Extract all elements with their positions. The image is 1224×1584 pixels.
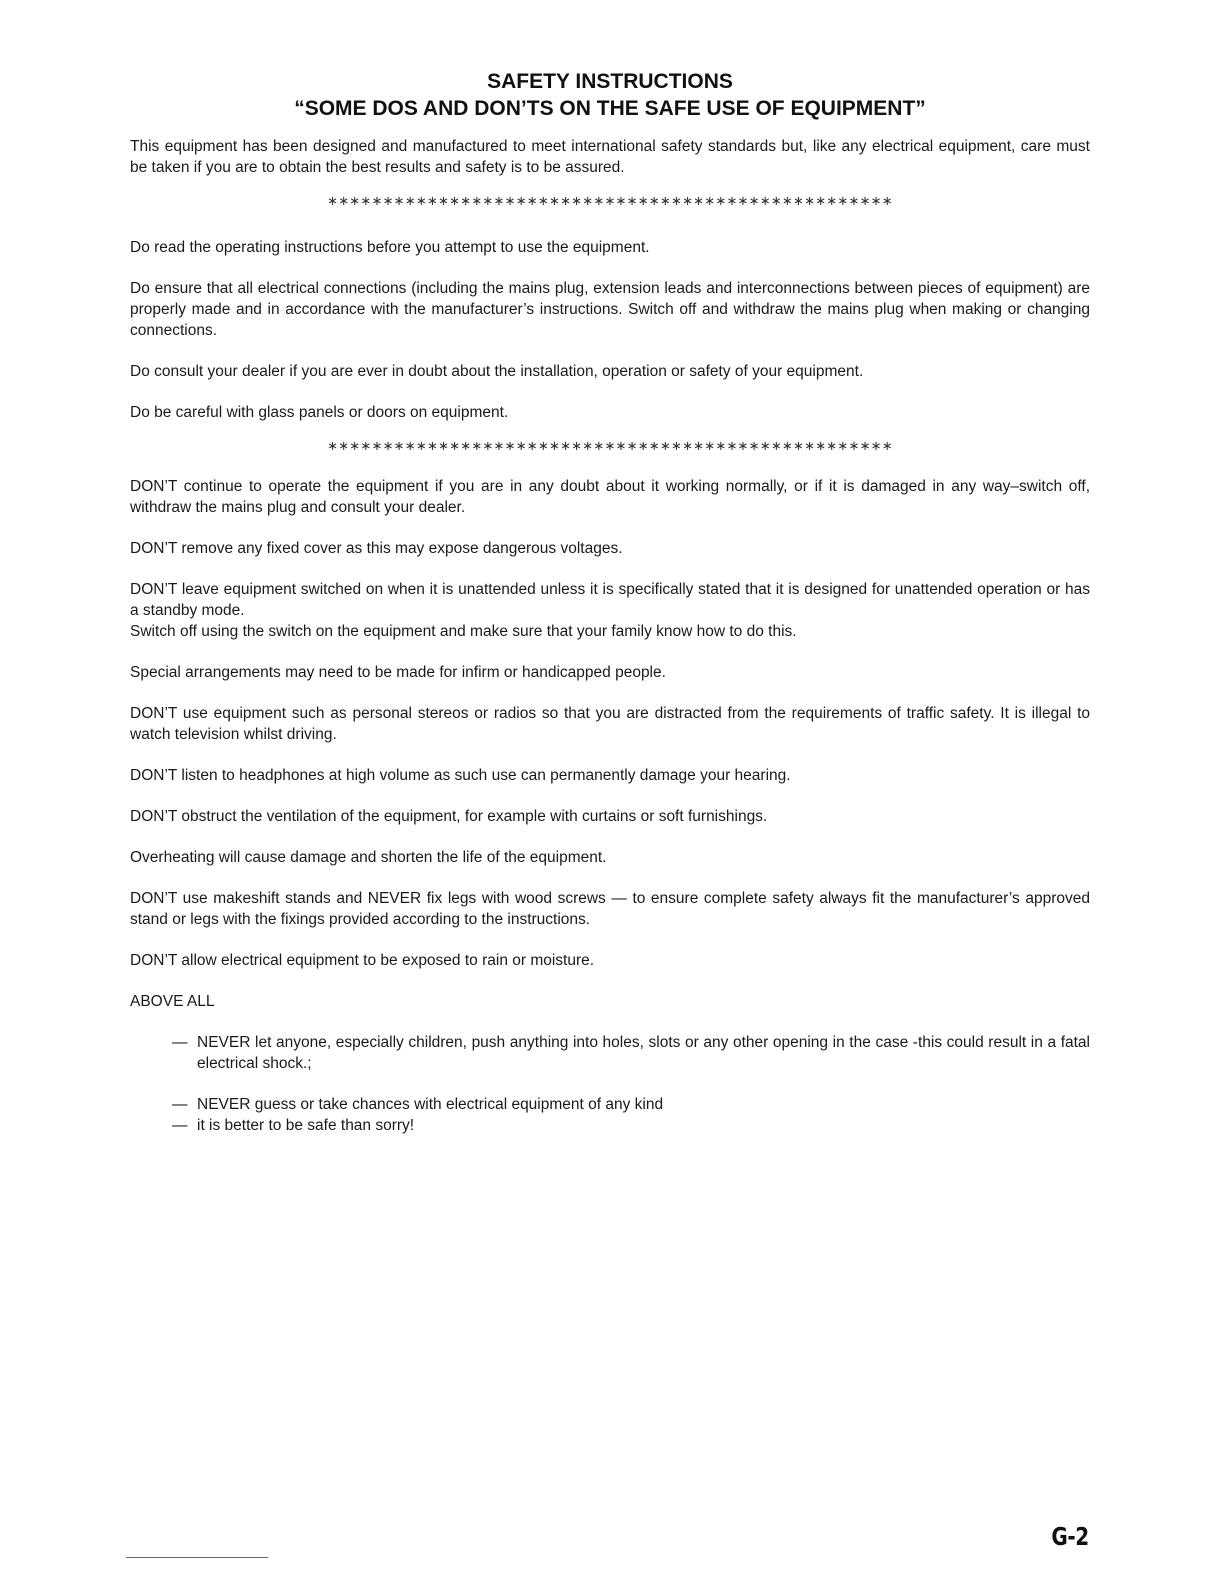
list-item (172, 1094, 1090, 1115)
footer-rule (126, 1557, 268, 1558)
dont-paragraph: DON’T listen to headphones at high volume as such use can permanently damage your hearing. (130, 767, 791, 784)
intro-paragraph: This equipment has been designed and manufactured to meet international safety standards but, like any electrical equipment, care must be taken if you are to obtain the best results and safety is to be assured. (130, 138, 1090, 176)
dont-paragraph (130, 579, 1090, 642)
list-item (172, 1115, 1090, 1136)
special-arrangements-paragraph: Special arrangements may need to be made for infirm or handicapped people. (130, 664, 666, 681)
dont-paragraph: DON’T use makeshift stands and NEVER fix legs with wood screws — to ensure complete safety always fit the manufacturer’s approved stand or legs with the fixings provided according to the instructions. (130, 890, 1090, 928)
dash-marker: — (172, 1034, 188, 1051)
list-item (172, 1032, 1090, 1074)
dont-paragraph: DON’T continue to operate the equipment if you are in any doubt about it working normally, or if it is damaged in any way–switch off, withdraw the mains plug and consult your dealer. (130, 478, 1090, 516)
asterisk-separator: ∗∗∗∗∗∗∗∗∗∗∗∗∗∗∗∗∗∗∗∗∗∗∗∗∗∗∗∗∗∗∗∗∗∗∗∗∗∗∗∗∗∗∗∗∗∗∗∗∗∗∗ (327, 193, 893, 208)
dont-paragraph: DON’T use equipment such as personal stereos or radios so that you are distracted from the requirements of traffic safety. It is illegal to watch television whilst driving. (130, 705, 1090, 743)
dont-paragraph: DON’T remove any fixed cover as this may expose dangerous voltages. (130, 540, 623, 557)
above-all-heading: ABOVE ALL (130, 993, 215, 1010)
dont-paragraph: DON’T allow electrical equipment to be exposed to rain or moisture. (130, 952, 595, 969)
do-paragraph: Do ensure that all electrical connections (including the mains plug, extension leads and interconnections between pieces of equipment) are properly made and in accordance with the manufacturer’s instructions. Switch off and withdraw the mains plug when making or changing connections. (130, 280, 1090, 339)
above-all-list (130, 1032, 1090, 1136)
title-line-1: SAFETY INSTRUCTIONS (487, 70, 733, 93)
do-paragraph: Do read the operating instructions before you attempt to use the equipment. (130, 239, 650, 256)
overheating-paragraph: Overheating will cause damage and shorten the life of the equipment. (130, 849, 607, 866)
document-page (130, 68, 1090, 1136)
dont-leave-on-text: DON’T leave equipment switched on when it is unattended unless it is specifically stated that it is designed for unattended operation or has a standby mode. (130, 581, 1090, 619)
switch-off-text: Switch off using the switch on the equipment and make sure that your family know how to do this. (130, 623, 797, 640)
list-item-text: NEVER guess or take chances with electrical equipment of any kind (197, 1096, 664, 1113)
list-item-text: NEVER let anyone, especially children, push anything into holes, slots or any other opening in the case -this could result in a fatal electrical shock.; (197, 1034, 1090, 1072)
dont-paragraph: DON’T obstruct the ventilation of the equipment, for example with curtains or soft furnishings. (130, 808, 768, 825)
do-paragraph: Do be careful with glass panels or doors on equipment. (130, 404, 509, 421)
title-line-2: “SOME DOS AND DON’TS ON THE SAFE USE OF EQUIPMENT” (294, 97, 926, 120)
page-number: G-2 (1051, 1522, 1089, 1551)
page-title (130, 68, 1090, 122)
list-item-text: it is better to be safe than sorry! (197, 1117, 415, 1134)
dash-marker: — (172, 1117, 188, 1134)
dash-marker: — (172, 1096, 188, 1113)
asterisk-separator: ∗∗∗∗∗∗∗∗∗∗∗∗∗∗∗∗∗∗∗∗∗∗∗∗∗∗∗∗∗∗∗∗∗∗∗∗∗∗∗∗∗∗∗∗∗∗∗∗∗∗∗ (327, 438, 893, 453)
do-paragraph: Do consult your dealer if you are ever in doubt about the installation, operation or safety of your equipment. (130, 363, 864, 380)
